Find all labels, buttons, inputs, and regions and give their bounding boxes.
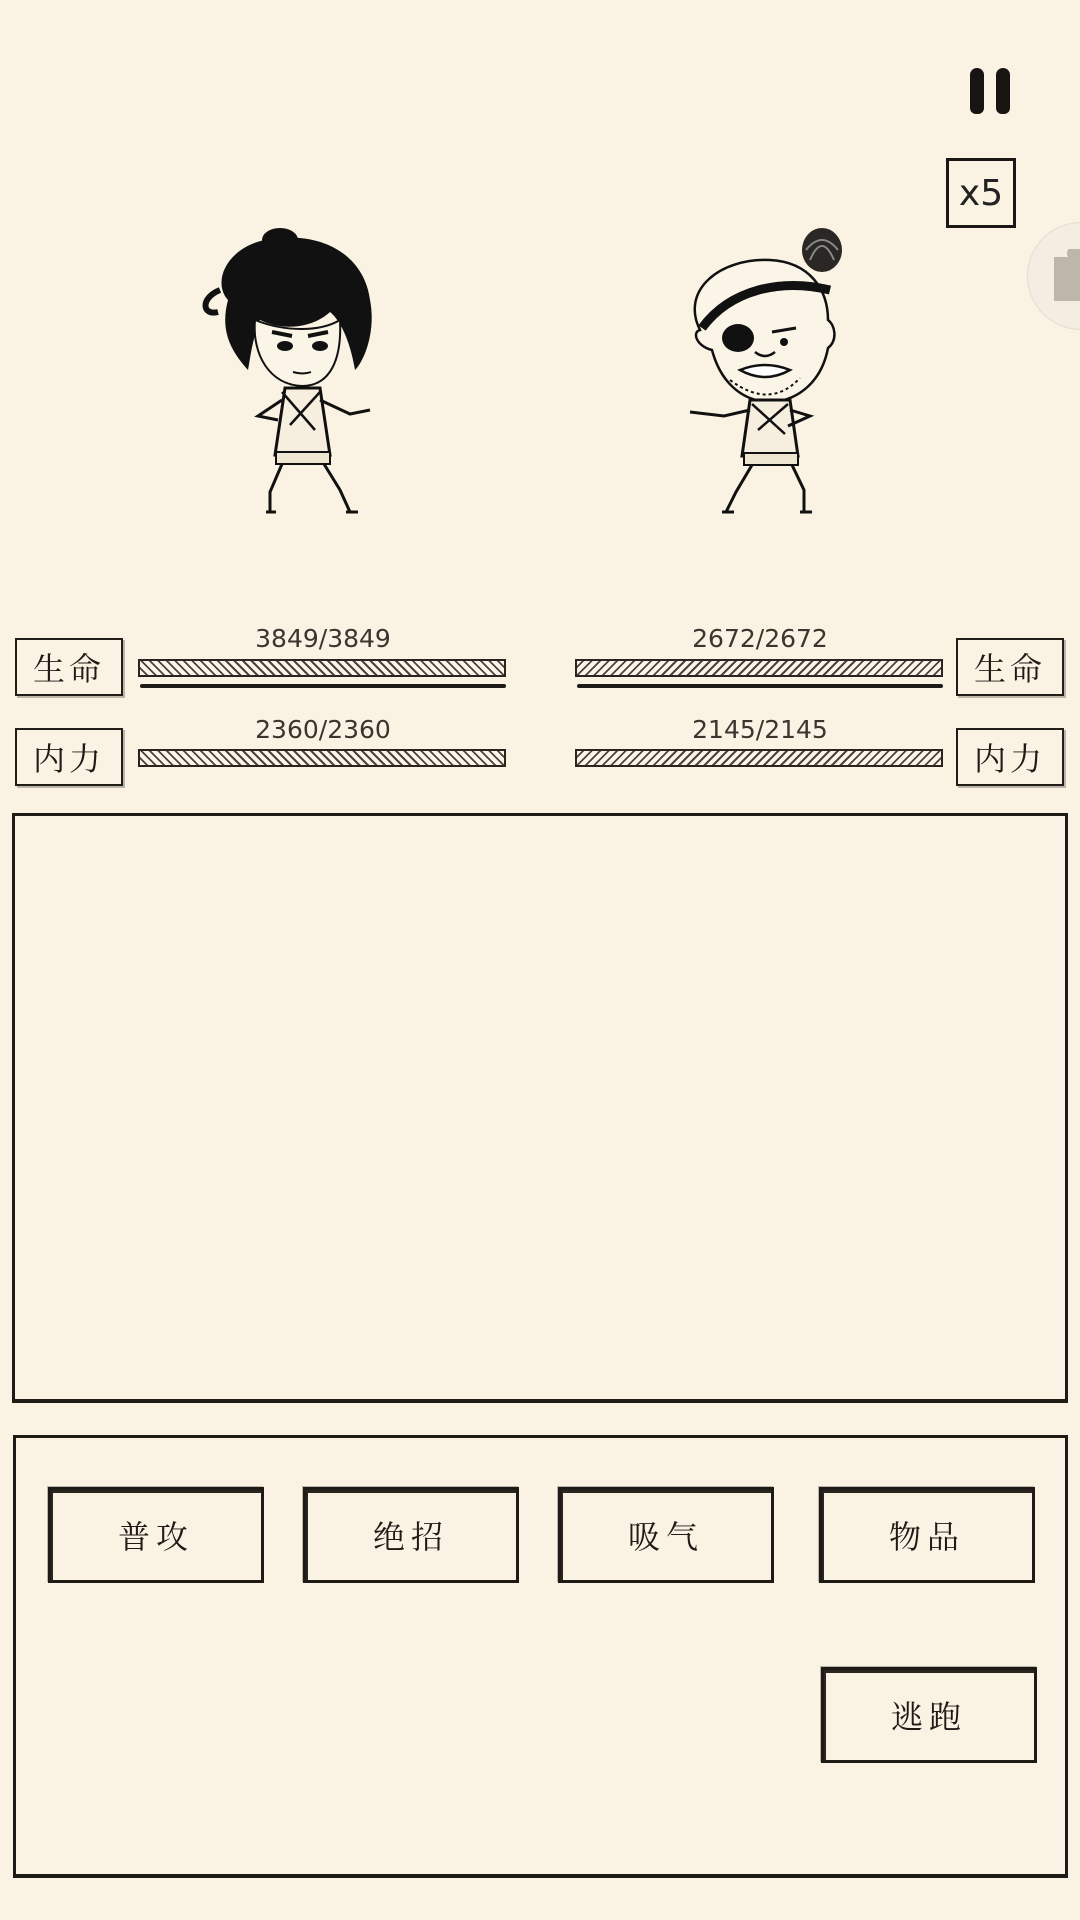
hero-mp-value: 2360/2360 [255, 715, 391, 744]
enemy-mp-bar-fill [577, 751, 941, 765]
hero-hp-bar-fill [140, 661, 504, 675]
hero-hp-bar-underline [140, 684, 506, 688]
items-button[interactable]: 物品 [819, 1487, 1035, 1583]
speed-toggle-button[interactable]: x5 [946, 158, 1016, 228]
pause-button[interactable] [968, 68, 1012, 114]
hero-mp-bar [138, 749, 506, 767]
enemy-character [660, 220, 900, 520]
puzzle-icon [1050, 249, 1080, 305]
enemy-hp-label: 生命 [956, 638, 1064, 696]
pause-icon [970, 68, 984, 114]
battle-log-panel[interactable] [12, 813, 1068, 1403]
ultimate-button[interactable]: 绝招 [303, 1487, 519, 1583]
hero-hp-bar [138, 659, 506, 677]
hero-hp-value: 3849/3849 [255, 624, 391, 653]
enemy-hp-bar-underline [577, 684, 943, 688]
side-plugin-tab[interactable] [1027, 222, 1080, 330]
player-character [190, 220, 430, 520]
hero-mp-bar-fill [140, 751, 504, 765]
enemy-mp-bar [575, 749, 943, 767]
enemy-hp-bar-fill [577, 661, 941, 675]
hero-mp-label: 内力 [15, 728, 123, 786]
enemy-hp-bar [575, 659, 943, 677]
hero-hp-label: 生命 [15, 638, 123, 696]
enemy-mp-value: 2145/2145 [692, 715, 828, 744]
enemy-mp-label: 内力 [956, 728, 1064, 786]
flee-button[interactable]: 逃跑 [821, 1667, 1037, 1763]
breathe-button[interactable]: 吸气 [558, 1487, 774, 1583]
attack-button[interactable]: 普攻 [48, 1487, 264, 1583]
enemy-hp-value: 2672/2672 [692, 624, 828, 653]
